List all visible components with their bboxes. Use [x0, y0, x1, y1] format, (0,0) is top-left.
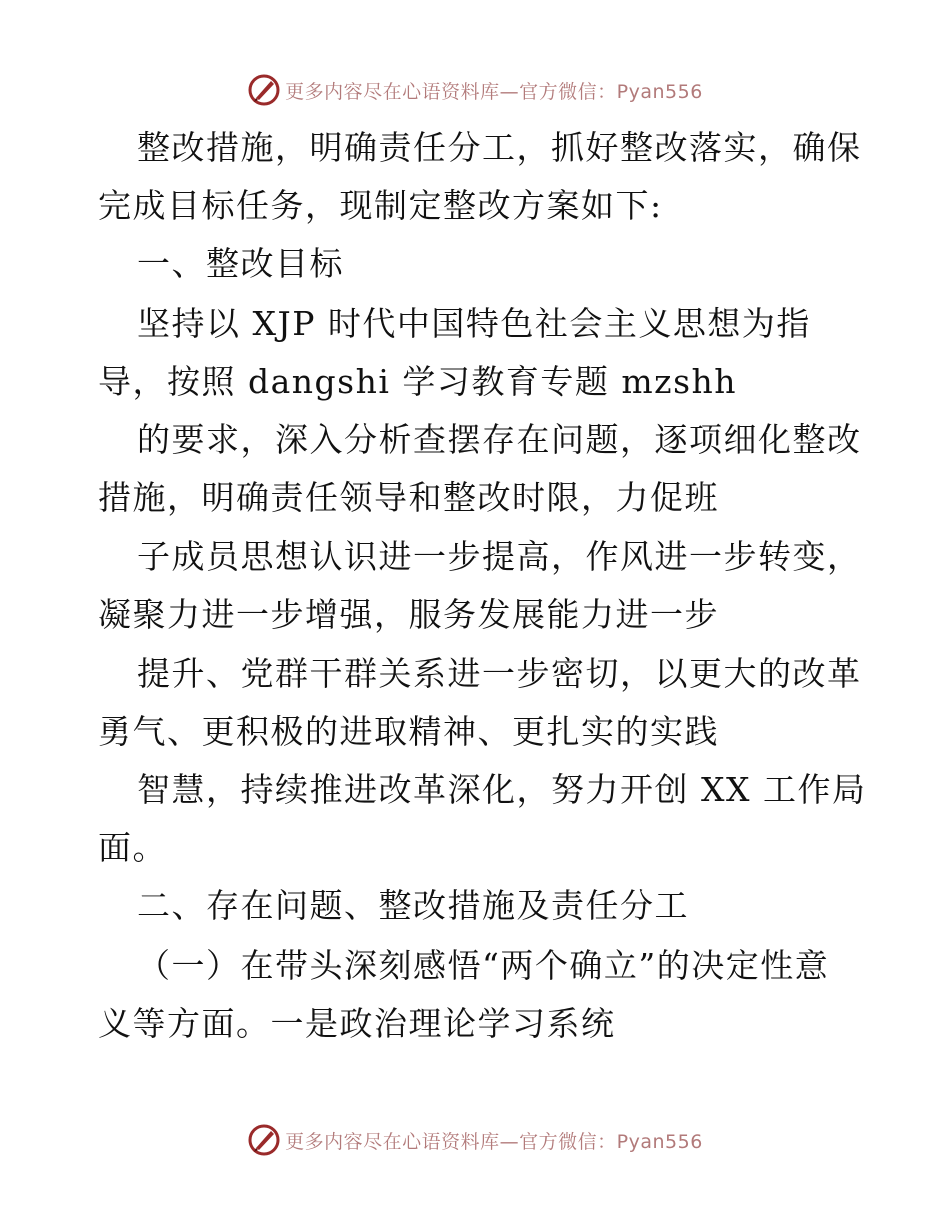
section-heading: 一、整改目标 [137, 244, 344, 283]
watermark-text: 更多内容尽在心语资料库—官方微信：Pyan556 [285, 80, 703, 103]
body-line: 坚持以 XJP 时代中国特色社会主义思想为指 [137, 304, 811, 343]
body-line: 面。 [98, 828, 167, 867]
body-line: （一）在带头深刻感悟“两个确立”的决定性意 [137, 946, 830, 985]
body-line: 措施，明确责任领导和整改时限，力促班 [98, 478, 719, 517]
body-line: 导，按照 dangshi 学习教育专题 mzshh [98, 362, 738, 401]
section-heading: 二、存在问题、整改措施及责任分工 [137, 886, 689, 925]
body-line: 提升、党群干群关系进一步密切，以更大的改革 [137, 654, 862, 693]
body-line: 整改措施，明确责任分工，抓好整改落实，确保 [137, 128, 862, 167]
body-line: 智慧，持续推进改革深化，努力开创 XX 工作局 [137, 770, 867, 809]
quill-pen-icon [247, 1123, 281, 1157]
body-line: 子成员思想认识进一步提高，作风进一步转变， [137, 537, 862, 576]
body-line: 义等方面。一是政治理论学习系统 [98, 1004, 616, 1043]
watermark-text: 更多内容尽在心语资料库—官方微信：Pyan556 [285, 1130, 703, 1153]
watermark-footer [0, 1120, 950, 1160]
body-line: 勇气、更积极的进取精神、更扎实的实践 [98, 712, 719, 751]
body-line: 的要求，深入分析查摆存在问题，逐项细化整改 [137, 420, 862, 459]
body-line: 完成目标任务，现制定整改方案如下: [98, 186, 663, 225]
body-line: 凝聚力进一步增强，服务发展能力进一步 [98, 595, 719, 634]
